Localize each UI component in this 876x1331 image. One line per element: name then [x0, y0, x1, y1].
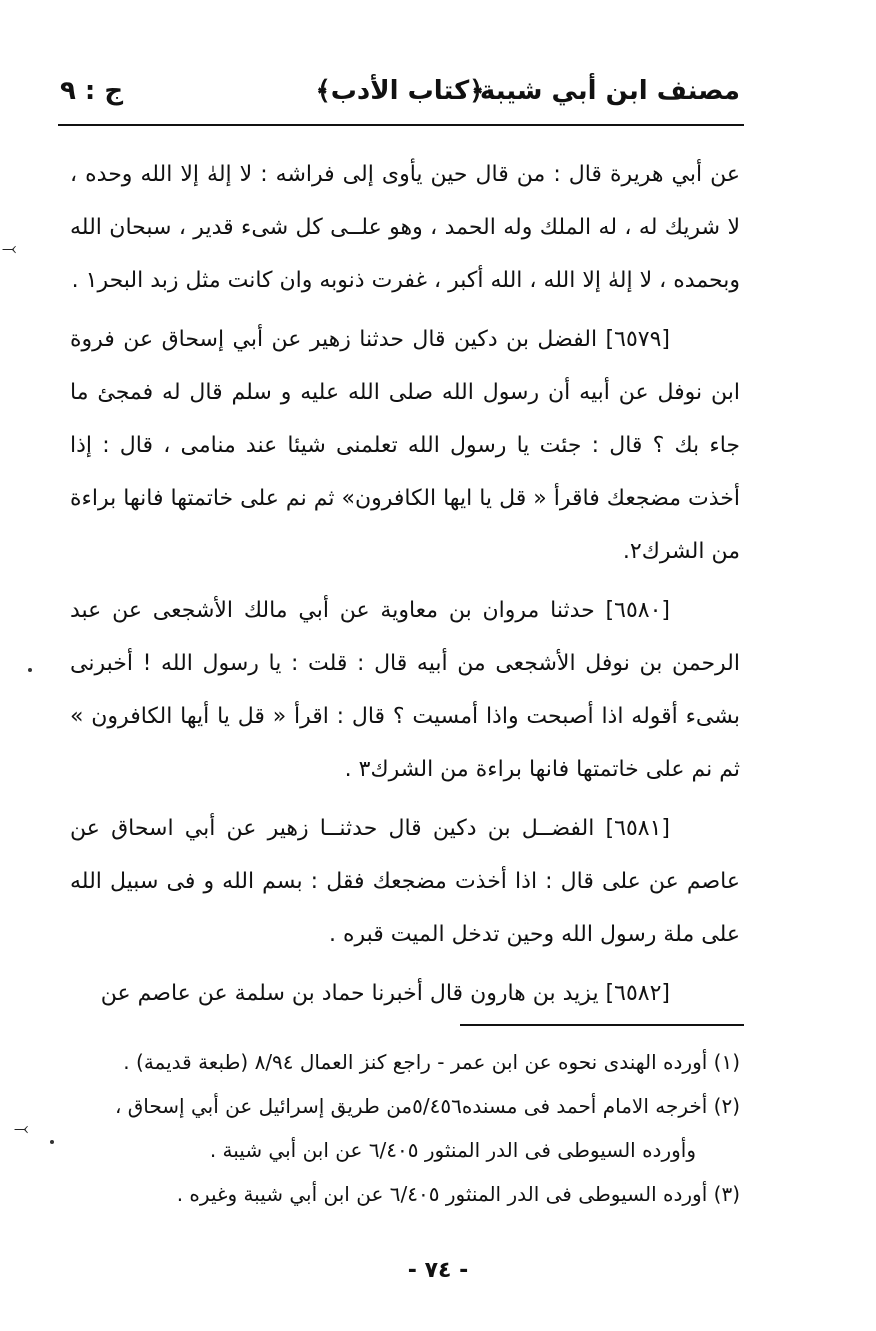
volume-number: ج : ٩	[60, 76, 124, 106]
footnote-2-continuation: وأورده السيوطى فى الدر المنثور ٦/٤٠٥ عن ابن أبي شيبة .	[209, 1138, 696, 1162]
footnote-1: (١) أورده الهندى نحوه عن ابن عمر - راجع كنز العمال ٨/٩٤ (طبعة قديمة) .	[123, 1050, 740, 1074]
footnote-3: (٣) أورده السيوطى فى الدر المنثور ٦/٤٠٥ عن ابن أبي شيبة وغيره .	[176, 1182, 740, 1206]
paragraph-hadith-continuation: عن أبي هريرة قال : من قال حين يأوى إلى فراشه : لا إلهٰ إلا الله وحده ، لا شريك له ، له الملك وله الحمد ، وهو علــى كل شىء قدير ، سبحان الله وبحمده ، لا إلهٰ إلا الله ، الله أكبر ، غفرت ذنوبه وان كانت مثل زبد البحر١ .	[70, 162, 740, 293]
paragraph-hadith-6582: [٦٥٨٢] يزيد بن هارون قال أخبرنا حماد بن سلمة عن عاصم عن	[100, 981, 670, 1006]
paragraph-hadith-6579: [٦٥٧٩] الفضل بن دكين قال حدثنا زهير عن أبي إسحاق عن فروة ابن نوفل عن أبيه أن رسول الله صلى الله عليه و سلم قال له فمجئ ما جاء بك ؟ قال : جئت يا رسول الله تعلمنى شيئا عند منامى ، قال : إذا أخذت مضجعك فاقرأ « قل يا ايها الكافرون» ثم نم على خاتمتها فانها براءة من الشرك٢.	[70, 327, 740, 564]
chapter-title: ﴿كتاب الأدب﴾	[315, 76, 485, 106]
footnote-divider	[460, 1024, 744, 1026]
scan-speck	[50, 1140, 54, 1144]
footnote-2: (٢) أخرجه الامام أحمد فى مسنده٥/٤٥٦من طريق إسرائيل عن أبي إسحاق ،	[114, 1094, 740, 1118]
page-number: - ٧٤ -	[407, 1258, 469, 1283]
paragraph-hadith-6580: [٦٥٨٠] حدثنا مروان بن معاوية عن أبي مالك الأشجعى عن عبد الرحمن بن نوفل الأشجعى من أبيه قال : قلت : يا رسول الله ! أخبرنى بشىء أقوله اذا أصبحت واذا أمسيت ؟ قال : اقرأ « قل يا أيها الكافرون » ثم نم على خاتمتها فانها براءة من الشرك٣ .	[70, 598, 740, 782]
paragraph-hadith-6581: [٦٥٨١] الفضــل بن دكين قال حدثنــا زهير عن أبي اسحاق عن عاصم عن على قال : اذا أخذت مضجعك فقل : بسم الله و فى سبيل الله على ملة رسول الله وحين تدخل الميت قبره .	[70, 816, 740, 947]
header-divider	[58, 124, 744, 126]
page-header	[60, 68, 740, 116]
book-title: مصنف ابن أبي شيبة	[479, 76, 740, 106]
margin-mark-icon: ⤙	[14, 1118, 29, 1139]
main-text	[70, 148, 740, 1026]
scan-speck	[28, 668, 32, 672]
footnotes	[90, 1040, 740, 1216]
margin-mark-icon: ⤙	[2, 238, 17, 259]
